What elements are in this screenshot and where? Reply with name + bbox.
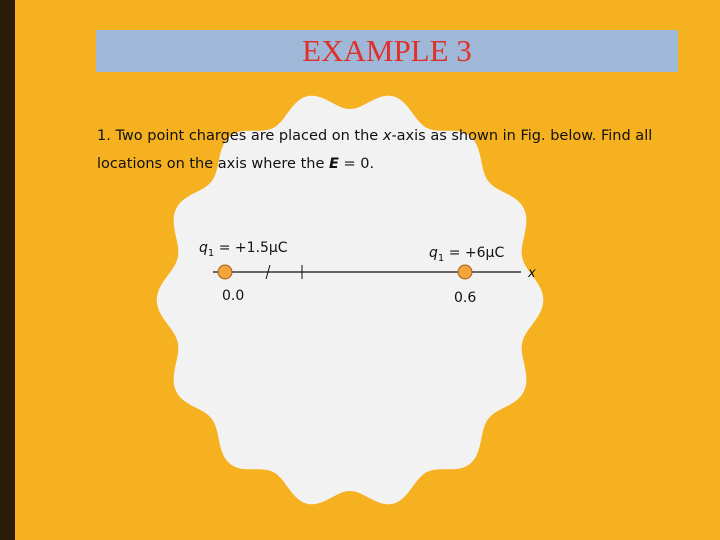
charge-2-value: = +6μC — [444, 245, 505, 261]
slide-title: EXAMPLE 3 — [302, 33, 472, 68]
charge-1-label — [199, 240, 288, 259]
charge-1-marker — [218, 265, 232, 279]
charge-2-symbol: q — [429, 245, 438, 261]
charge-2-position: 0.6 — [454, 290, 477, 306]
problem-text-suffix: = 0. — [338, 156, 375, 172]
problem-field-symbol: E — [328, 156, 339, 172]
charge-1-symbol: q — [199, 240, 208, 256]
charge-1-position: 0.0 — [222, 288, 245, 304]
charge-2-marker — [458, 265, 472, 279]
x-axis-label: x — [528, 266, 536, 281]
charge-1-value: = +1.5μC — [214, 240, 288, 256]
charge-1-subscript: 1 — [207, 247, 215, 259]
problem-text-middle: -axis as shown in Fig. below. Find all locations on the axis where the — [97, 128, 653, 172]
charge-2-label — [429, 245, 504, 264]
problem-text-prefix: 1. Two point charges are placed on the — [97, 128, 383, 144]
charge-2-subscript: 1 — [437, 252, 445, 264]
problem-axis-variable: x — [382, 128, 392, 144]
